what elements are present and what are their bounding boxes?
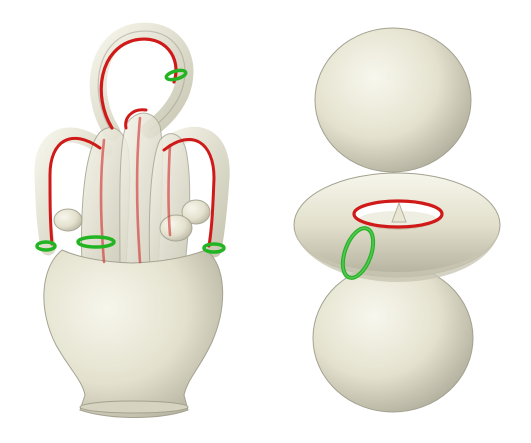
vase-left-knob bbox=[54, 209, 82, 231]
top-sphere bbox=[315, 28, 471, 172]
bottom-sphere bbox=[313, 264, 473, 412]
torus-spheres-model bbox=[294, 28, 500, 412]
vase-foot bbox=[80, 401, 188, 413]
vase-red-loop-column-right bbox=[169, 145, 171, 235]
vase-center-knob bbox=[160, 215, 192, 241]
vase-body bbox=[44, 250, 223, 418]
vase-model bbox=[37, 31, 224, 417]
